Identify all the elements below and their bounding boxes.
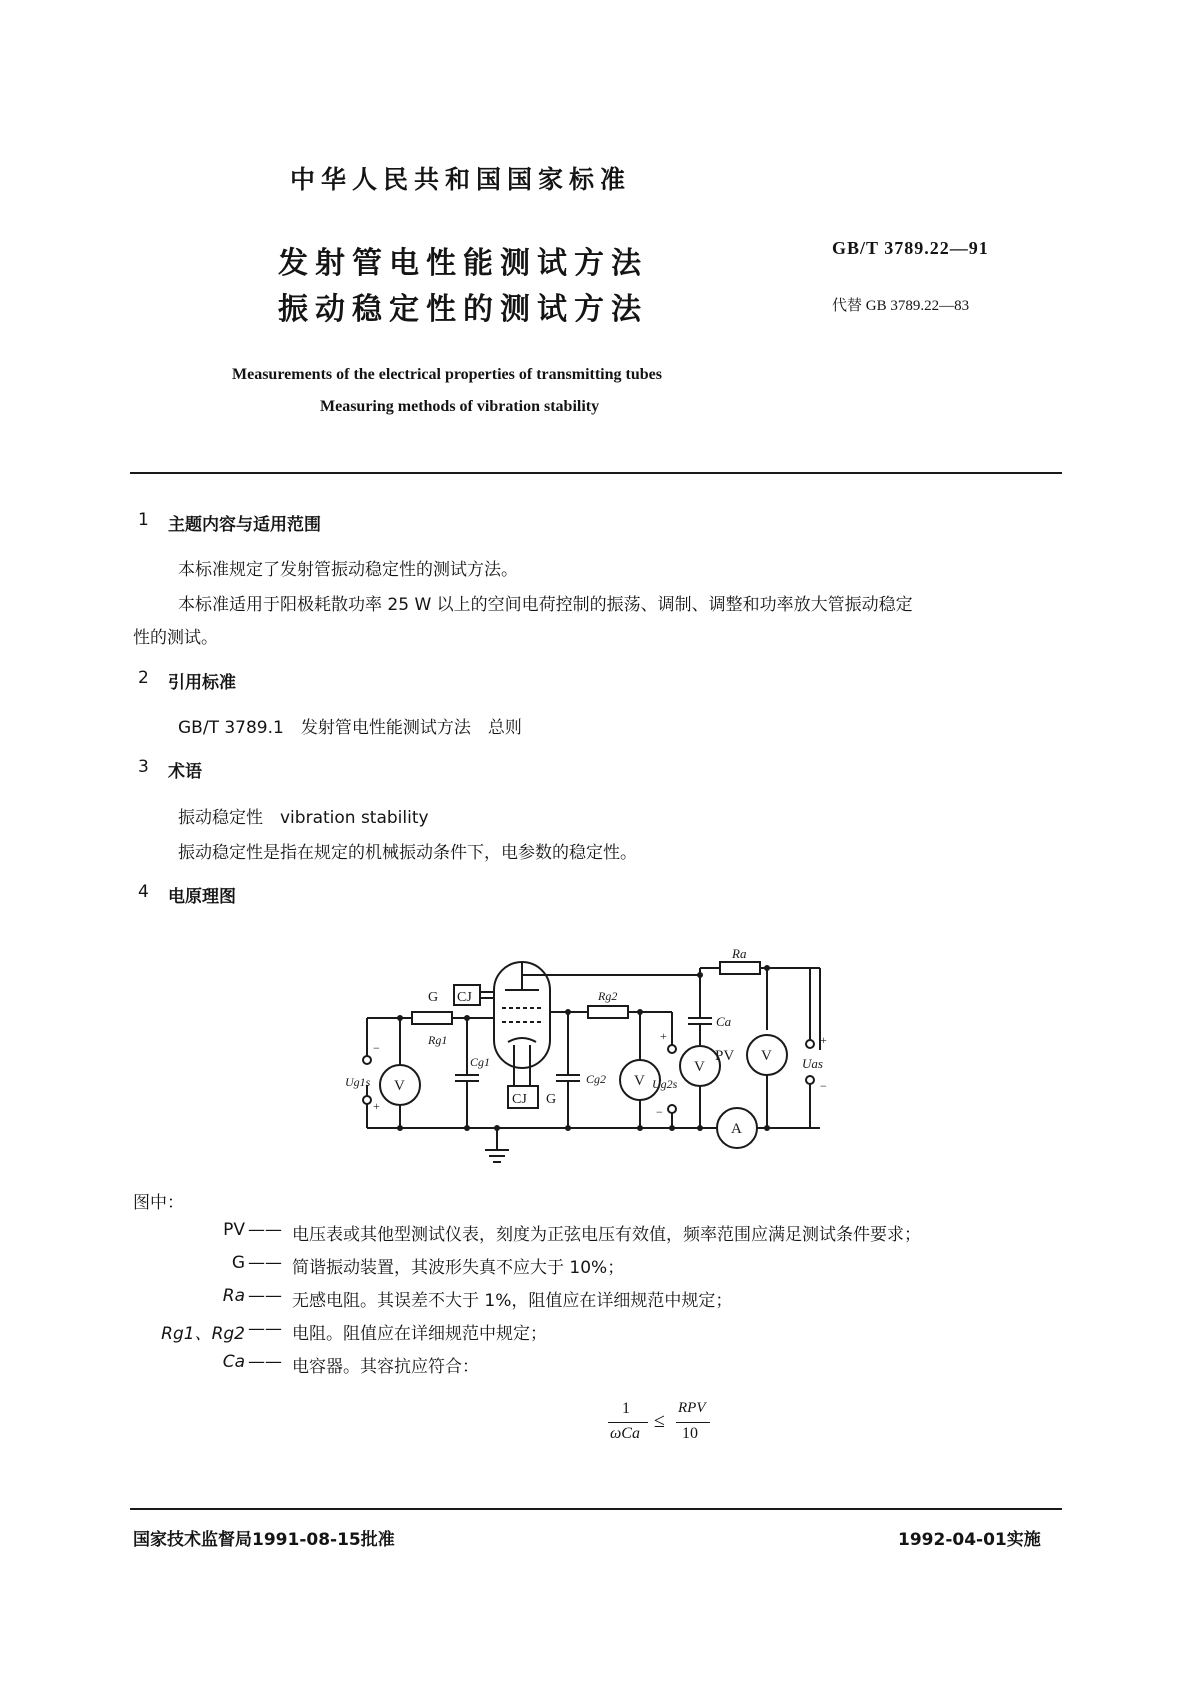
section-1-paragraph-2: 本标准适用于阳极耗散功率 25 W 以上的空间电荷控制的振荡、调制、调整和功率放大管振动稳定 [178,595,913,615]
formula-right-numerator: RPV [678,1400,706,1416]
voltmeter-ug1s-symbol: V [394,1078,405,1094]
legend-key-ra: Ra [222,1286,245,1306]
label-ug1s: Ug1s [345,1075,371,1089]
section-4-number: 4 [138,882,149,902]
formula-left-bar [608,1422,648,1423]
legend-key-rg: Rg1、Rg2 [161,1324,245,1344]
resistor-rg1 [412,1012,452,1024]
section-1-number: 1 [138,510,149,530]
ug2s-minus-sign: − [656,1105,663,1119]
g-label-bottom: G [546,1092,557,1107]
voltmeter-pv-symbol: V [761,1048,772,1064]
legend-intro: 图中： [133,1193,184,1213]
legend-key-ca: Ca [222,1352,245,1372]
replaces-standard: 代替 GB 3789.22—83 [832,298,970,314]
voltmeter-ca-symbol: V [694,1059,705,1075]
section-1-title: 主题内容与适用范围 [168,515,321,535]
uas-plus-sign: + [820,1033,827,1047]
label-uas: Uas [802,1056,823,1071]
voltmeter-ug2s-symbol: V [634,1073,645,1089]
terminal-uas-minus [806,1076,814,1084]
vacuum-tube [494,962,550,1075]
terminal-uas-plus [806,1040,814,1048]
ground-symbol [485,1128,509,1162]
section-1-paragraph-1: 本标准规定了发射管振动稳定性的测试方法。 [178,560,518,580]
label-cg2: Cg2 [586,1072,607,1086]
legend-key-pv: PV [223,1220,245,1240]
cj-label-bottom: CJ [512,1092,527,1107]
section-2-title: 引用标准 [168,673,236,693]
national-standard-heading: 中华人民共和国国家标准 [290,165,632,194]
standard-number: GB/T 3789.22—91 [832,238,989,258]
section-4-title: 电原理图 [168,887,236,907]
legend-dash: —— [248,1352,282,1372]
label-rg1: Rg1 [428,1033,448,1047]
section-3-definition: 振动稳定性是指在规定的机械振动条件下，电参数的稳定性。 [178,843,637,863]
label-ra: Ra [732,946,747,961]
g-label-top: G [428,990,439,1005]
footer-approved: 国家技术监督局1991-08-15批准 [133,1530,395,1550]
formula-left-numerator: 1 [622,1400,630,1417]
terminal-ug1s-minus [363,1056,371,1064]
section-2-paragraph-1: GB/T 3789.1 发射管电性能测试方法 总则 [178,718,522,738]
legend-dash: —— [248,1253,282,1273]
english-title-line-1: Measurements of the electrical properties of transmitting tubes [232,366,662,383]
legend-text-ra: 无感电阻。其误差不大于 1%，阻值应在详细规范中规定； [292,1291,733,1311]
legend-dash: —— [248,1220,282,1240]
formula-operator: ≤ [654,1410,665,1432]
resistor-rg2 [588,1006,628,1018]
section-3-title: 术语 [168,762,202,782]
label-ca: Ca [716,1014,732,1029]
legend-text-ca: 电容器。其容抗应符合： [292,1357,479,1377]
document-title-line-1: 发射管电性能测试方法 [278,246,648,281]
formula-right-denominator: 10 [682,1425,698,1442]
formula-right-bar [676,1422,710,1423]
terminal-ug1s-plus [363,1096,371,1104]
terminal-ug2s-plus [668,1045,676,1053]
ug1s-plus-sign: + [373,1099,380,1113]
label-cg1: Cg1 [470,1055,491,1069]
footer-divider [130,1508,1062,1510]
resistor-ra [720,962,760,974]
uas-minus-sign: − [820,1079,827,1093]
legend-dash: —— [248,1319,282,1339]
document-title-line-2: 振动稳定性的测试方法 [278,292,648,327]
formula-left-denominator: ωCa [610,1425,640,1442]
label-pv: PV [715,1048,735,1064]
section-3-number: 3 [138,757,149,777]
english-title-line-2: Measuring methods of vibration stability [320,398,600,415]
legend-text-rg: 电阻。阻值应在详细规范中规定； [292,1324,547,1344]
ug1s-minus-sign: − [373,1041,380,1055]
section-1-paragraph-3: 性的测试。 [133,628,218,648]
ammeter-symbol: A [731,1121,742,1137]
legend-dash: —— [248,1286,282,1306]
terminal-ug2s-minus [668,1105,676,1113]
formula [608,1400,728,1460]
section-2-number: 2 [138,668,149,688]
legend-text-pv: 电压表或其他型测试仪表，刻度为正弦电压有效值，频率范围应满足测试条件要求； [292,1225,921,1245]
footer-effective: 1992-04-01实施 [898,1530,1041,1550]
legend-key-g: G [231,1253,245,1273]
cj-label-top: CJ [457,990,472,1005]
label-ug2s: Ug2s [652,1077,678,1091]
section-3-term: 振动稳定性 vibration stability [178,808,429,828]
legend-text-g: 简谐振动装置，其波形失真不应大于 10%； [292,1258,625,1278]
label-rg2: Rg2 [598,989,618,1003]
ug2s-plus-sign: + [660,1029,667,1043]
